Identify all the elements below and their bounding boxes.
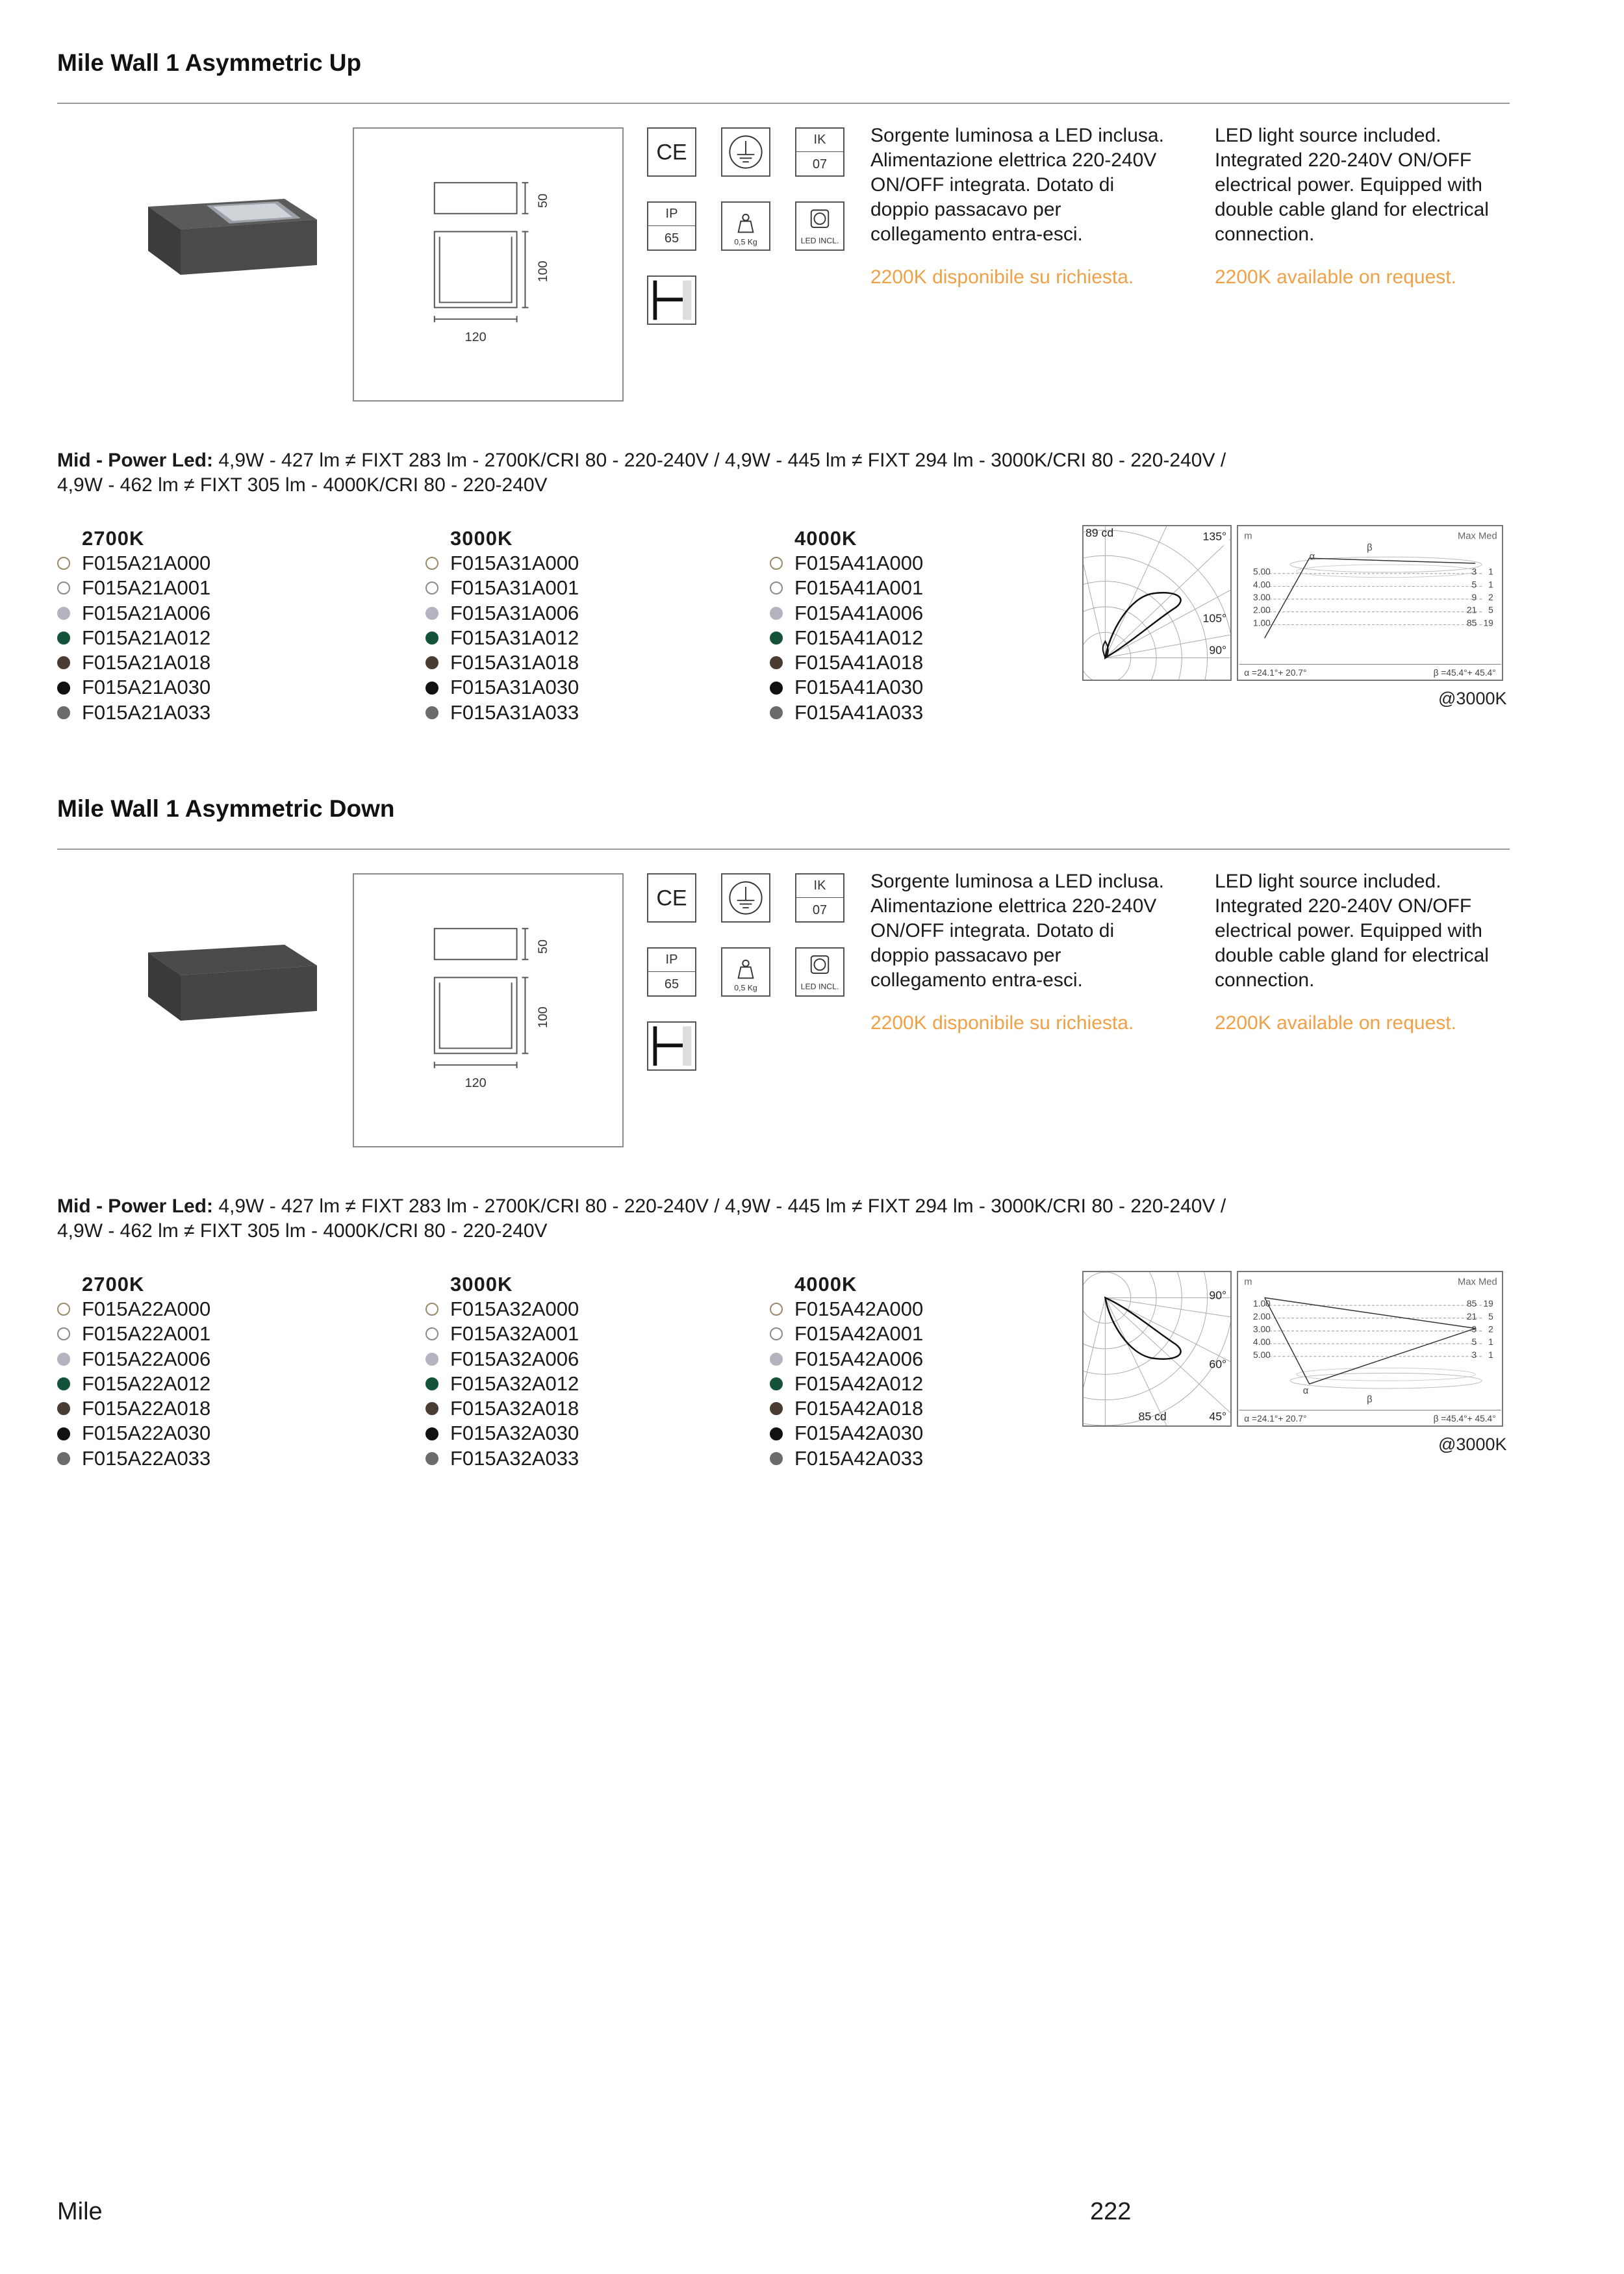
beam-row-m: 4.00 xyxy=(1253,580,1271,590)
product-code: F015A41A006 xyxy=(794,601,924,624)
finish-swatch-icon xyxy=(770,1303,783,1316)
product-code: F015A21A012 xyxy=(82,626,211,649)
product-code-row xyxy=(425,1322,750,1346)
ik-rating-icon xyxy=(795,873,844,923)
ip-label: IP xyxy=(648,949,695,972)
product-code-row xyxy=(425,1421,750,1446)
ce-mark-icon xyxy=(647,873,696,923)
product-code-row xyxy=(770,650,1095,675)
product-code-row xyxy=(425,626,750,650)
color-temp-reference: @3000K xyxy=(1438,1435,1507,1454)
product-photo xyxy=(122,939,336,1030)
specs-line-1: 4,9W - 427 lm ≠ FIXT 283 lm - 2700K/CRI 80 - 220-240V / 4,9W - 445 lm ≠ FIXT 294 lm - 3000K/CRI 80 - 220-240V / xyxy=(213,450,1226,471)
section-divider xyxy=(57,849,1510,850)
ip-label: IP xyxy=(648,203,695,226)
product-code: F015A22A000 xyxy=(82,1297,211,1320)
description-english xyxy=(1215,869,1520,1036)
wall-mount-icon xyxy=(647,275,696,325)
finish-swatch-icon xyxy=(425,557,438,570)
product-code-row xyxy=(770,1297,1095,1322)
product-code-row xyxy=(57,700,382,725)
color-temp-header: 4000K xyxy=(794,1273,857,1296)
finish-swatch-icon xyxy=(425,1427,438,1440)
beam-beta-value: β =45.4°+ 45.4° xyxy=(1433,1414,1496,1424)
product-code: F015A21A000 xyxy=(82,552,211,574)
dim-height-body: 100 xyxy=(536,261,551,283)
beam-row-max: 3 xyxy=(1471,1349,1477,1360)
beam-row-med: 5 xyxy=(1488,1311,1493,1322)
beam-row-m: 1.00 xyxy=(1253,618,1271,628)
description-italian-text: Sorgente luminosa a LED inclusa. Alimentazione elettrica 220-240V ON/OFF integrata. Dotato di doppio passacavo per collegamento entra-esci. xyxy=(870,125,1164,245)
dim-width: 120 xyxy=(464,329,487,344)
polar-angle-1: 90° xyxy=(1209,1288,1227,1302)
product-code: F015A22A033 xyxy=(82,1446,211,1470)
product-code: F015A41A001 xyxy=(794,576,924,600)
product-code: F015A21A001 xyxy=(82,576,211,600)
product-code: F015A41A033 xyxy=(794,700,924,724)
description-italian-note: 2200K disponibile su richiesta. xyxy=(870,1012,1134,1034)
product-code-row xyxy=(770,1347,1095,1372)
finish-swatch-icon xyxy=(57,1427,70,1440)
product-code-row xyxy=(425,1396,750,1421)
beam-row-med: 19 xyxy=(1483,618,1493,628)
ce-label: CE xyxy=(656,140,687,165)
product-code: F015A32A001 xyxy=(450,1322,579,1346)
beam-beta-label: β xyxy=(1367,543,1373,554)
product-code: F015A22A018 xyxy=(82,1397,211,1420)
product-code-row xyxy=(57,1421,382,1446)
product-code: F015A32A006 xyxy=(450,1347,579,1370)
polar-angle-2: 105° xyxy=(1202,611,1227,625)
finish-swatch-icon xyxy=(770,1377,783,1390)
product-code: F015A31A006 xyxy=(450,601,579,624)
codes-column xyxy=(770,1272,1095,1471)
ce-label: CE xyxy=(656,886,687,911)
section-title: Mile Wall 1 Asymmetric Up xyxy=(57,49,362,76)
beam-rows xyxy=(1253,1299,1493,1360)
product-code: F015A32A000 xyxy=(450,1297,579,1320)
section-title: Mile Wall 1 Asymmetric Down xyxy=(57,795,395,822)
beam-rows xyxy=(1253,567,1493,628)
finish-swatch-icon xyxy=(57,682,70,695)
beam-beta-value: β =45.4°+ 45.4° xyxy=(1433,668,1496,678)
product-code: F015A31A000 xyxy=(450,552,579,574)
beam-row-m: 3.00 xyxy=(1253,593,1271,603)
color-temp-header: 4000K xyxy=(794,527,857,550)
weight-icon xyxy=(721,201,770,251)
product-code-row xyxy=(57,1322,382,1346)
product-code: F015A21A030 xyxy=(82,676,211,699)
product-code: F015A42A000 xyxy=(794,1297,924,1320)
product-code-row xyxy=(425,1297,750,1322)
finish-swatch-icon xyxy=(57,607,70,620)
finish-swatch-icon xyxy=(425,1402,438,1415)
product-code: F015A31A018 xyxy=(450,651,579,674)
finish-swatch-icon xyxy=(770,656,783,669)
finish-swatch-icon xyxy=(770,1327,783,1340)
product-code-row xyxy=(57,1297,382,1322)
finish-swatch-icon xyxy=(57,1327,70,1340)
finish-swatch-icon xyxy=(57,632,70,645)
beam-row-m: 3.00 xyxy=(1253,1324,1271,1335)
product-code-row xyxy=(57,601,382,626)
description-italian-text: Sorgente luminosa a LED inclusa. Alimentazione elettrica 220-240V ON/OFF integrata. Dotato di doppio passacavo per collegamento entra-esci. xyxy=(870,871,1164,991)
polar-light-distribution xyxy=(1082,525,1232,681)
product-code-row xyxy=(425,700,750,725)
product-code-row xyxy=(770,626,1095,650)
beam-row-med: 1 xyxy=(1488,1349,1493,1360)
beam-row-max: 21 xyxy=(1466,605,1477,615)
product-code: F015A42A033 xyxy=(794,1446,924,1470)
product-code-row xyxy=(57,1396,382,1421)
product-code: F015A41A000 xyxy=(794,552,924,574)
product-code-row xyxy=(57,650,382,675)
description-english-text: LED light source included. Integrated 220-240V ON/OFF electrical power. Equipped with double cable gland for electrical connection. xyxy=(1215,871,1489,991)
finish-swatch-icon xyxy=(425,1377,438,1390)
beam-row-med: 2 xyxy=(1488,1324,1493,1335)
finish-swatch-icon xyxy=(57,1303,70,1316)
polar-cd-label: 89 cd xyxy=(1085,526,1114,539)
led-included-icon xyxy=(795,947,844,997)
power-specs xyxy=(57,1194,1512,1244)
polar-cd-label: 85 cd xyxy=(1138,1410,1167,1424)
product-code-row xyxy=(425,1372,750,1396)
product-section-up xyxy=(57,45,1512,767)
ik-value: 07 xyxy=(812,157,828,172)
polar-angle-3: 90° xyxy=(1209,643,1227,657)
ip-value: 65 xyxy=(664,977,679,991)
product-code: F015A42A018 xyxy=(794,1397,924,1420)
finish-swatch-icon xyxy=(425,607,438,620)
ip-rating-icon xyxy=(647,947,696,997)
led-label: LED INCL. xyxy=(800,236,839,246)
color-temp-header: 2700K xyxy=(82,1273,145,1296)
dim-height-top: 50 xyxy=(536,939,551,954)
product-code: F015A22A001 xyxy=(82,1322,211,1346)
finish-swatch-icon xyxy=(57,581,70,594)
finish-swatch-icon xyxy=(770,706,783,719)
beam-row-med: 1 xyxy=(1488,580,1493,590)
polar-angle-3: 45° xyxy=(1209,1410,1227,1424)
beam-maxmed-label: Max Med xyxy=(1458,1277,1497,1288)
finish-swatch-icon xyxy=(770,557,783,570)
product-code-row xyxy=(770,1421,1095,1446)
beam-row-m: 4.00 xyxy=(1253,1337,1271,1348)
product-code-row xyxy=(770,1446,1095,1471)
beam-row-med: 1 xyxy=(1488,1337,1493,1348)
weight-label: 0,5 Kg xyxy=(734,237,757,247)
finish-swatch-icon xyxy=(770,1427,783,1440)
finish-swatch-icon xyxy=(425,1303,438,1316)
specs-line-2: 4,9W - 462 lm ≠ FIXT 305 lm - 4000K/CRI 80 - 220-240V xyxy=(57,474,548,496)
finish-swatch-icon xyxy=(425,1353,438,1366)
specs-label: Mid - Power Led: xyxy=(57,450,213,471)
product-code: F015A32A033 xyxy=(450,1446,579,1470)
dim-height-body: 100 xyxy=(536,1006,551,1028)
product-code-row xyxy=(425,1347,750,1372)
beam-alpha-value: α =24.1°+ 20.7° xyxy=(1244,668,1307,678)
color-temp-header: 3000K xyxy=(450,527,513,550)
product-code-row xyxy=(425,601,750,626)
product-code-row xyxy=(57,576,382,600)
product-code-row xyxy=(57,675,382,700)
led-included-icon xyxy=(795,201,844,251)
dimension-drawing xyxy=(353,127,624,402)
product-code-row xyxy=(770,1322,1095,1346)
product-code-row xyxy=(425,576,750,600)
beam-alpha-label: α xyxy=(1309,552,1315,563)
ground-icon xyxy=(721,127,770,177)
beam-row-max: 9 xyxy=(1471,593,1477,603)
product-code-row xyxy=(57,1372,382,1396)
description-italian xyxy=(870,123,1176,290)
beam-row-max: 5 xyxy=(1471,1337,1477,1348)
description-english-note: 2200K available on request. xyxy=(1215,1012,1456,1034)
description-english xyxy=(1215,123,1520,290)
product-code-row xyxy=(425,551,750,576)
product-code-row xyxy=(57,1446,382,1471)
finish-swatch-icon xyxy=(425,682,438,695)
finish-swatch-icon xyxy=(57,656,70,669)
beam-row-med: 19 xyxy=(1483,1299,1493,1309)
ik-value: 07 xyxy=(812,903,828,917)
description-italian-note: 2200K disponibile su richiesta. xyxy=(870,266,1134,288)
product-code-row xyxy=(425,1446,750,1471)
finish-swatch-icon xyxy=(770,1402,783,1415)
beam-row-med: 5 xyxy=(1488,605,1493,615)
beam-maxmed-label: Max Med xyxy=(1458,531,1497,542)
finish-swatch-icon xyxy=(770,581,783,594)
product-code-row xyxy=(770,700,1095,725)
product-code: F015A32A030 xyxy=(450,1422,579,1445)
power-specs xyxy=(57,448,1512,498)
beam-row-m: 1.00 xyxy=(1253,1299,1271,1309)
beam-row-max: 9 xyxy=(1471,1324,1477,1335)
beam-m-label: m xyxy=(1244,1277,1252,1288)
finish-swatch-icon xyxy=(425,656,438,669)
codes-column xyxy=(57,526,382,725)
product-photo xyxy=(122,194,336,285)
description-italian xyxy=(870,869,1176,1036)
product-code: F015A32A012 xyxy=(450,1372,579,1395)
product-code: F015A31A001 xyxy=(450,576,579,600)
product-code: F015A22A030 xyxy=(82,1422,211,1445)
product-code-row xyxy=(57,626,382,650)
finish-swatch-icon xyxy=(425,632,438,645)
product-code-row xyxy=(57,551,382,576)
finish-swatch-icon xyxy=(425,1452,438,1465)
finish-swatch-icon xyxy=(770,607,783,620)
led-label: LED INCL. xyxy=(800,982,839,991)
specs-line-1: 4,9W - 427 lm ≠ FIXT 283 lm - 2700K/CRI 80 - 220-240V / 4,9W - 445 lm ≠ FIXT 294 lm - 3000K/CRI 80 - 220-240V / xyxy=(213,1195,1226,1217)
beam-row-med: 1 xyxy=(1488,567,1493,577)
beam-row-m: 2.00 xyxy=(1253,605,1271,615)
beam-m-label: m xyxy=(1244,531,1252,542)
weight-icon xyxy=(721,947,770,997)
codes-column xyxy=(57,1272,382,1471)
beam-row-max: 85 xyxy=(1466,1299,1477,1309)
ce-mark-icon xyxy=(647,127,696,177)
dimension-drawing xyxy=(353,873,624,1147)
product-code: F015A31A030 xyxy=(450,676,579,699)
color-temp-reference: @3000K xyxy=(1438,689,1507,708)
finish-swatch-icon xyxy=(770,682,783,695)
codes-column xyxy=(425,526,750,725)
beam-alpha-label: α xyxy=(1302,1385,1309,1396)
product-code: F015A31A012 xyxy=(450,626,579,649)
ip-rating-icon xyxy=(647,201,696,251)
product-code: F015A31A033 xyxy=(450,700,579,724)
wall-mount-icon xyxy=(647,1021,696,1071)
color-temp-header: 3000K xyxy=(450,1273,513,1296)
finish-swatch-icon xyxy=(770,1452,783,1465)
product-code-row xyxy=(770,551,1095,576)
finish-swatch-icon xyxy=(57,706,70,719)
product-code: F015A42A001 xyxy=(794,1322,924,1346)
beam-spread-chart xyxy=(1237,1271,1503,1427)
product-code: F015A22A012 xyxy=(82,1372,211,1395)
ik-label: IK xyxy=(796,875,843,898)
polar-angle-2: 60° xyxy=(1209,1357,1227,1371)
product-code-row xyxy=(425,650,750,675)
product-code: F015A42A006 xyxy=(794,1347,924,1370)
dim-height-top: 50 xyxy=(536,193,551,208)
footer-brand: Mile xyxy=(57,2198,103,2225)
finish-swatch-icon xyxy=(425,706,438,719)
beam-row-m: 5.00 xyxy=(1253,567,1271,577)
product-code-row xyxy=(425,675,750,700)
beam-row-max: 3 xyxy=(1471,567,1477,577)
polar-light-distribution xyxy=(1082,1271,1232,1427)
product-code: F015A21A033 xyxy=(82,700,211,724)
ik-label: IK xyxy=(796,129,843,152)
product-code: F015A42A012 xyxy=(794,1372,924,1395)
product-section-down xyxy=(57,791,1512,1513)
finish-swatch-icon xyxy=(425,1327,438,1340)
product-code-row xyxy=(770,1396,1095,1421)
page-number: 222 xyxy=(1090,2198,1132,2225)
finish-swatch-icon xyxy=(57,1353,70,1366)
product-code: F015A41A012 xyxy=(794,626,924,649)
dim-width: 120 xyxy=(464,1075,487,1090)
beam-row-max: 5 xyxy=(1471,580,1477,590)
polar-angle-1: 135° xyxy=(1202,530,1227,543)
finish-swatch-icon xyxy=(770,632,783,645)
product-code-row xyxy=(770,675,1095,700)
product-code: F015A21A006 xyxy=(82,601,211,624)
description-english-note: 2200K available on request. xyxy=(1215,266,1456,288)
product-code: F015A32A018 xyxy=(450,1397,579,1420)
product-code: F015A42A030 xyxy=(794,1422,924,1445)
product-code: F015A41A030 xyxy=(794,676,924,699)
finish-swatch-icon xyxy=(425,581,438,594)
weight-label: 0,5 Kg xyxy=(734,983,757,993)
specs-line-2: 4,9W - 462 lm ≠ FIXT 305 lm - 4000K/CRI 80 - 220-240V xyxy=(57,1220,548,1242)
section-divider xyxy=(57,103,1510,104)
codes-column xyxy=(425,1272,750,1471)
product-code-row xyxy=(770,576,1095,600)
ip-value: 65 xyxy=(664,231,679,246)
product-code: F015A22A006 xyxy=(82,1347,211,1370)
finish-swatch-icon xyxy=(57,1452,70,1465)
ik-rating-icon xyxy=(795,127,844,177)
description-english-text: LED light source included. Integrated 220-240V ON/OFF electrical power. Equipped with double cable gland for electrical connection. xyxy=(1215,125,1489,245)
product-code: F015A21A018 xyxy=(82,651,211,674)
beam-row-m: 5.00 xyxy=(1253,1349,1271,1360)
product-code: F015A41A018 xyxy=(794,651,924,674)
product-code-row xyxy=(57,1347,382,1372)
beam-spread-chart xyxy=(1237,525,1503,681)
finish-swatch-icon xyxy=(770,1353,783,1366)
finish-swatch-icon xyxy=(57,1377,70,1390)
product-code-row xyxy=(770,1372,1095,1396)
color-temp-header: 2700K xyxy=(82,527,145,550)
product-code-row xyxy=(770,601,1095,626)
beam-alpha-value: α =24.1°+ 20.7° xyxy=(1244,1414,1307,1424)
beam-row-m: 2.00 xyxy=(1253,1311,1271,1322)
beam-row-max: 21 xyxy=(1466,1311,1477,1322)
beam-row-max: 85 xyxy=(1466,618,1477,628)
codes-column xyxy=(770,526,1095,725)
beam-row-med: 2 xyxy=(1488,593,1493,603)
beam-beta-label: β xyxy=(1367,1394,1373,1405)
specs-label: Mid - Power Led: xyxy=(57,1195,213,1217)
finish-swatch-icon xyxy=(57,557,70,570)
finish-swatch-icon xyxy=(57,1402,70,1415)
ground-icon xyxy=(721,873,770,923)
